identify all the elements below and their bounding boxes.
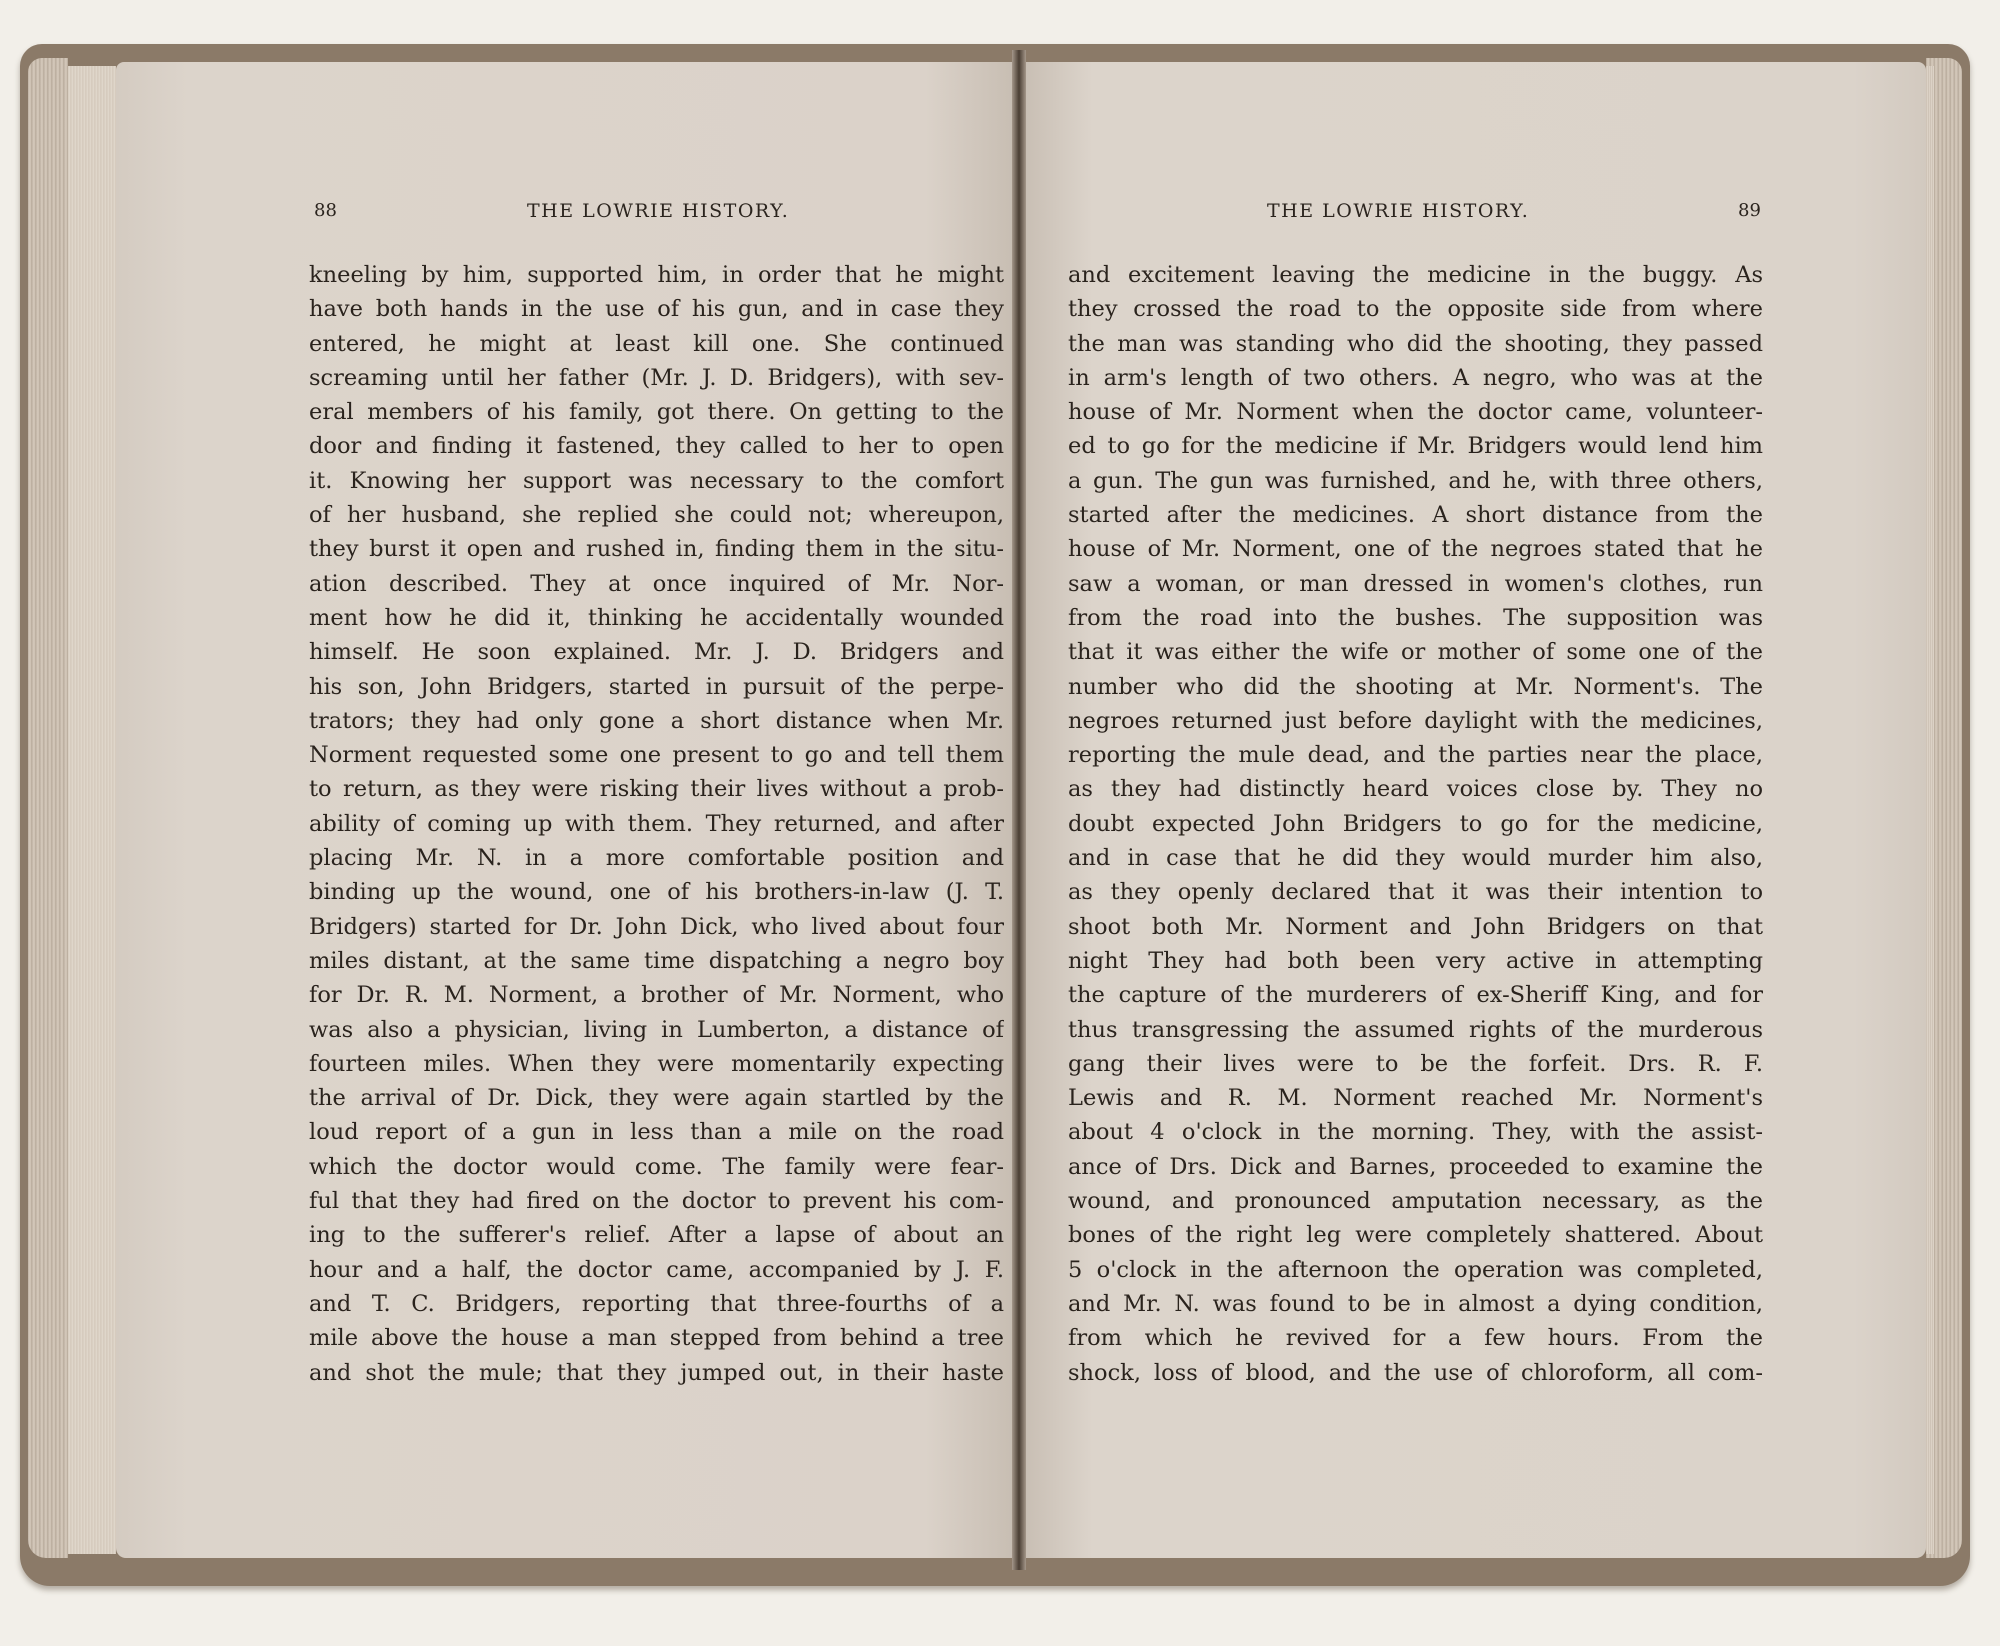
- left-page-number: 88: [314, 200, 337, 221]
- text-line: fourteen miles. When they were momentarily expecting: [309, 1050, 1004, 1077]
- text-line: ing to the sufferer's relief. After a lapse of about an: [309, 1222, 1004, 1249]
- text-line: about 4 o'clock in the morning. They, with the assist-: [1068, 1119, 1763, 1146]
- text-line: ability of coming up with them. They returned, and after: [309, 810, 1004, 837]
- text-line: himself. He soon explained. Mr. J. D. Bridgers and: [309, 639, 1004, 666]
- text-line: in arm's length of two others. A negro, who was at the: [1068, 364, 1763, 391]
- text-line: they crossed the road to the opposite side from where: [1068, 296, 1763, 323]
- text-line: ed to go for the medicine if Mr. Bridgers would lend him: [1068, 433, 1763, 460]
- text-line: started after the medicines. A short distance from the: [1068, 502, 1763, 529]
- text-line: door and finding it fastened, they called to her to open: [309, 433, 1004, 460]
- text-line: the arrival of Dr. Dick, they were again startled by the: [309, 1085, 1004, 1112]
- page-edges-left: [68, 66, 116, 1554]
- text-line: Bridgers) started for Dr. John Dick, who lived about four: [309, 913, 1004, 940]
- text-line: night They had both been very active in attempting: [1068, 947, 1763, 974]
- text-line: screaming until her father (Mr. J. D. Bridgers), with sev-: [309, 364, 1004, 391]
- text-line: which the doctor would come. The family were fear-: [309, 1153, 1004, 1180]
- text-line: his son, John Bridgers, started in pursuit of the perpe-: [309, 673, 1004, 700]
- cover-edge-left: [28, 58, 68, 1558]
- text-line: ation described. They at once inquired of Mr. Nor-: [309, 570, 1004, 597]
- text-line: the man was standing who did the shooting, they passed: [1068, 330, 1763, 357]
- text-line: to return, as they were risking their lives without a prob-: [309, 776, 1004, 803]
- text-line: it. Knowing her support was necessary to the comfort: [309, 467, 1004, 494]
- text-line: shock, loss of blood, and the use of chloroform, all com-: [1068, 1359, 1763, 1386]
- text-line: entered, he might at least kill one. She continued: [309, 330, 1004, 357]
- text-line: shoot both Mr. Norment and John Bridgers on that: [1068, 913, 1763, 940]
- text-line: ance of Drs. Dick and Barnes, proceeded to examine the: [1068, 1153, 1763, 1180]
- text-line: the capture of the murderers of ex-Sheriff King, and for: [1068, 982, 1763, 1009]
- text-line: gang their lives were to be the forfeit. Drs. R. F.: [1068, 1050, 1763, 1077]
- text-line: and excitement leaving the medicine in the buggy. As: [1068, 262, 1763, 288]
- text-line: binding up the wound, one of his brothers-in-law (J. T.: [309, 879, 1004, 906]
- book-gutter: [1012, 50, 1026, 1570]
- text-line: trators; they had only gone a short distance when Mr.: [309, 707, 1004, 734]
- text-line: 5 o'clock in the afternoon the operation was completed,: [1068, 1256, 1763, 1283]
- text-line: that it was either the wife or mother of some one of the: [1068, 639, 1763, 666]
- text-line: thus transgressing the assumed rights of the murderous: [1068, 1016, 1763, 1043]
- text-line: as they openly declared that it was their intention to: [1068, 879, 1763, 906]
- text-line: have both hands in the use of his gun, and in case they: [309, 296, 1004, 323]
- text-line: loud report of a gun in less than a mile on the road: [309, 1119, 1004, 1146]
- text-line: Norment requested some one present to go and tell them: [309, 742, 1004, 769]
- right-page-number: 89: [1738, 200, 1761, 221]
- text-line: from the road into the bushes. The supposition was: [1068, 604, 1763, 631]
- text-line: ment how he did it, thinking he accidentally wounded: [309, 604, 1004, 631]
- text-line: house of Mr. Norment, one of the negroes stated that he: [1068, 536, 1763, 563]
- left-running-head: THE LOWRIE HISTORY.: [527, 200, 790, 222]
- text-line: from which he revived for a few hours. From the: [1068, 1325, 1763, 1352]
- text-line: for Dr. R. M. Norment, a brother of Mr. Norment, who: [309, 982, 1004, 1009]
- text-line: placing Mr. N. in a more comfortable position and: [309, 845, 1004, 872]
- text-line: as they had distinctly heard voices close by. They no: [1068, 776, 1763, 803]
- text-line: saw a woman, or man dressed in women's clothes, run: [1068, 570, 1763, 597]
- right-page-text: [1068, 258, 1763, 1390]
- text-line: ful that they had fired on the doctor to prevent his com-: [309, 1188, 1004, 1215]
- text-line: of her husband, she replied she could not; whereupon,: [309, 502, 1004, 529]
- left-page-text: [309, 258, 1004, 1390]
- text-line: Lewis and R. M. Norment reached Mr. Norment's: [1068, 1085, 1763, 1112]
- text-line: doubt expected John Bridgers to go for the medicine,: [1068, 810, 1763, 837]
- text-line: and in case that he did they would murder him also,: [1068, 845, 1763, 872]
- text-line: negroes returned just before daylight with the medicines,: [1068, 707, 1763, 734]
- text-line: and Mr. N. was found to be in almost a dying condition,: [1068, 1290, 1763, 1317]
- text-line: and T. C. Bridgers, reporting that three-fourths of a: [309, 1290, 1004, 1317]
- text-line: mile above the house a man stepped from behind a tree: [309, 1325, 1004, 1352]
- text-line: miles distant, at the same time dispatching a negro boy: [309, 947, 1004, 974]
- text-line: kneeling by him, supported him, in order that he might: [309, 262, 1004, 288]
- text-line: was also a physician, living in Lumberton, a distance of: [309, 1016, 1004, 1043]
- text-line: wound, and pronounced amputation necessary, as the: [1068, 1188, 1763, 1215]
- text-line: hour and a half, the doctor came, accompanied by J. F.: [309, 1256, 1004, 1283]
- text-line: reporting the mule dead, and the parties near the place,: [1068, 742, 1763, 769]
- page-edges-right: [1926, 66, 1934, 1554]
- right-running-head: THE LOWRIE HISTORY.: [1267, 200, 1530, 222]
- text-line: bones of the right leg were completely shattered. About: [1068, 1222, 1763, 1249]
- text-line: number who did the shooting at Mr. Norment's. The: [1068, 673, 1763, 700]
- text-line: house of Mr. Norment when the doctor came, volunteer-: [1068, 399, 1763, 426]
- text-line: eral members of his family, got there. On getting to the: [309, 399, 1004, 426]
- text-line: they burst it open and rushed in, finding them in the situ-: [309, 536, 1004, 563]
- text-line: a gun. The gun was furnished, and he, with three others,: [1068, 467, 1763, 494]
- text-line: and shot the mule; that they jumped out, in their haste: [309, 1359, 1004, 1386]
